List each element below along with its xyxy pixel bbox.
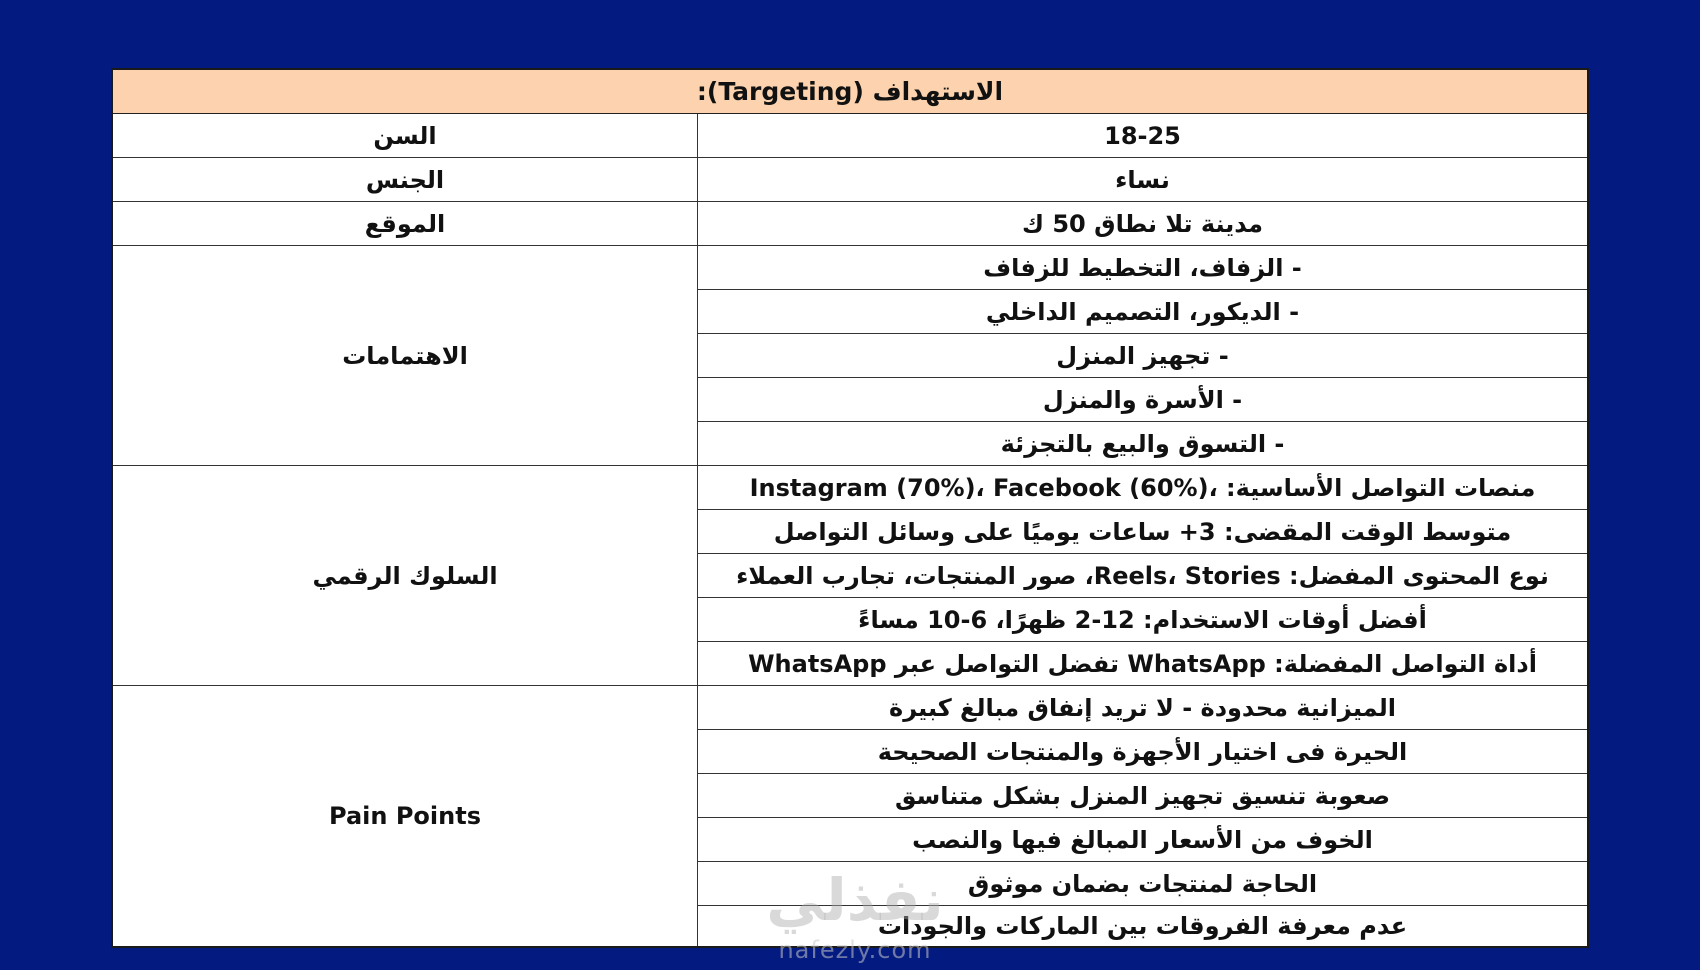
interest-item: - الديكور، التصميم الداخلي (698, 290, 1587, 334)
digital-behavior-item: منصات التواصل الأساسية: ،Instagram (70%)، Facebook (60%) (698, 466, 1587, 510)
targeting-table (111, 68, 1589, 948)
digital-behavior-item: أفضل أوقات الاستخدام: 12-2 ظهرًا، 6-10 مساءً (698, 598, 1587, 642)
label-digital-behavior: السلوك الرقمي (113, 466, 698, 686)
interest-item: - تجهيز المنزل (698, 334, 1587, 378)
watermark-arabic: نفذلي (766, 866, 944, 934)
digital-behavior-item: نوع المحتوى المفضل: Reels، Stories، صور المنتجات، تجارب العملاء (698, 554, 1587, 598)
interest-item: - الزفاف، التخطيط للزفاف (698, 246, 1587, 290)
pain-point-item: الحيرة فى اختيار الأجهزة والمنتجات الصحيحة (698, 730, 1587, 774)
interest-item: - الأسرة والمنزل (698, 378, 1587, 422)
label-interests: الاهتمامات (113, 246, 698, 466)
pain-point-item: الحاجة لمنتجات بضمان موثوق (698, 862, 1587, 906)
digital-behavior-item: أداة التواصل المفضلة: WhatsApp تفضل التواصل عبر WhatsApp (698, 642, 1587, 686)
label-gender: الجنس (113, 158, 698, 202)
pain-point-item: الميزانية محدودة - لا تريد إنفاق مبالغ كبيرة (698, 686, 1587, 730)
label-pain-points: Pain Points (113, 686, 698, 946)
table-body (113, 114, 1587, 946)
table-header: الاستهداف (Targeting): (113, 70, 1587, 114)
digital-behavior-item: متوسط الوقت المقضى: 3+ ساعات يوميًا على وسائل التواصل (698, 510, 1587, 554)
pain-point-item: الخوف من الأسعار المبالغ فيها والنصب (698, 818, 1587, 862)
value-gender: نساء (698, 158, 1587, 202)
pain-point-item: عدم معرفة الفروقات بين الماركات والجودات (877, 912, 1408, 940)
interest-item: - التسوق والبيع بالتجزئة (698, 422, 1587, 466)
label-age: السن (113, 114, 698, 158)
label-location: الموقع (113, 202, 698, 246)
value-location: مدينة تلا نطاق 50 ك (698, 202, 1587, 246)
value-age: 18-25 (698, 114, 1587, 158)
watermark-latin: nafezly.com (778, 936, 932, 964)
pain-point-item: صعوبة تنسيق تجهيز المنزل بشكل متناسق (698, 774, 1587, 818)
